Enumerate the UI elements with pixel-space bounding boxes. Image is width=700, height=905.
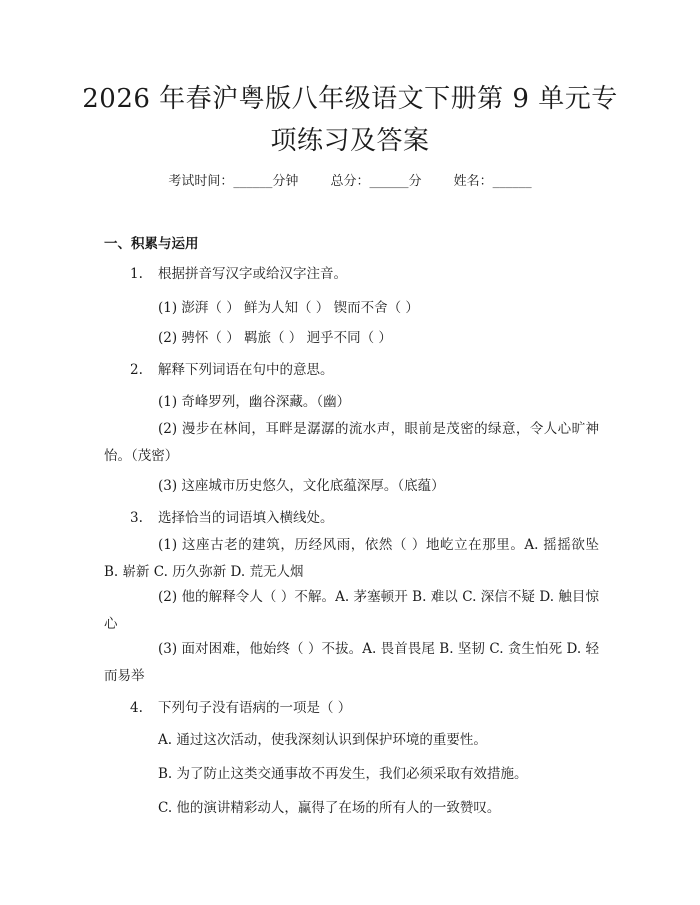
question-text: 根据拼音写汉字或给汉字注音。 bbox=[158, 266, 347, 282]
question-number: 2. bbox=[130, 362, 143, 378]
question-2-item-2: (2) 漫步在林间，耳畔是潺潺的流水声，眼前是茂密的绿意，令人心旷神怡。（茂密） bbox=[104, 421, 599, 464]
question-number: 3. bbox=[130, 510, 143, 526]
option-b: B. 为了防止这类交通事故不再发生，我们必须采取有效措施。 bbox=[158, 766, 528, 782]
question-2-item-3: (3) 这座城市历史悠久，文化底蕴深厚。（底蕴） bbox=[158, 478, 445, 494]
question-2 bbox=[130, 358, 334, 378]
question-text: 解释下列词语在句中的意思。 bbox=[158, 362, 334, 378]
question-2-item-1: (1) 奇峰罗列，幽谷深藏。（幽） bbox=[158, 394, 351, 410]
question-1 bbox=[130, 262, 347, 282]
option-c: C. 他的演讲精彩动人，赢得了在场的所有人的一致赞叹。 bbox=[158, 800, 501, 816]
exam-meta bbox=[0, 170, 700, 189]
option-a: A. 通过这次活动，使我深刻认识到保护环境的重要性。 bbox=[158, 732, 487, 748]
question-3-item-1: (1) 这座古老的建筑，历经风雨，依然（ ）地屹立在那里。A. 摇摇欲坠 B. 崭新 C. 历久弥新 D. 荒无人烟 bbox=[104, 537, 599, 580]
title-line-1: 2026 年春沪粤版八年级语文下册第 9 单元专 bbox=[82, 84, 618, 114]
question-1-item-2: (2) 骋怀（ ） 羁旅（ ） 迥乎不同（ ） bbox=[158, 330, 392, 346]
question-3 bbox=[130, 506, 334, 526]
title-line-2: 项练习及答案 bbox=[270, 126, 430, 156]
section-heading: 一、积累与运用 bbox=[104, 236, 199, 252]
question-text: 选择恰当的词语填入横线处。 bbox=[158, 510, 334, 526]
document-title bbox=[70, 78, 630, 162]
question-4 bbox=[130, 696, 351, 716]
exam-score: 总分：______分 bbox=[330, 174, 422, 189]
question-3-item-3: (3) 面对困难，他始终（ ）不拔。A. 畏首畏尾 B. 坚韧 C. 贪生怕死 D. 轻而易举 bbox=[104, 641, 599, 684]
question-number: 1. bbox=[130, 266, 143, 282]
exam-time: 考试时间：______分钟 bbox=[168, 174, 299, 189]
question-number: 4. bbox=[130, 700, 143, 716]
student-name: 姓名：______ bbox=[453, 174, 532, 189]
question-text: 下列句子没有语病的一项是（ ） bbox=[158, 700, 352, 716]
question-1-item-1: (1) 澎湃（ ） 鲜为人知（ ） 锲而不舍（ ） bbox=[158, 300, 419, 316]
question-3-item-2: (2) 他的解释令人（ ）不解。A. 茅塞顿开 B. 难以 C. 深信不疑 D. 触目惊心 bbox=[104, 589, 599, 632]
